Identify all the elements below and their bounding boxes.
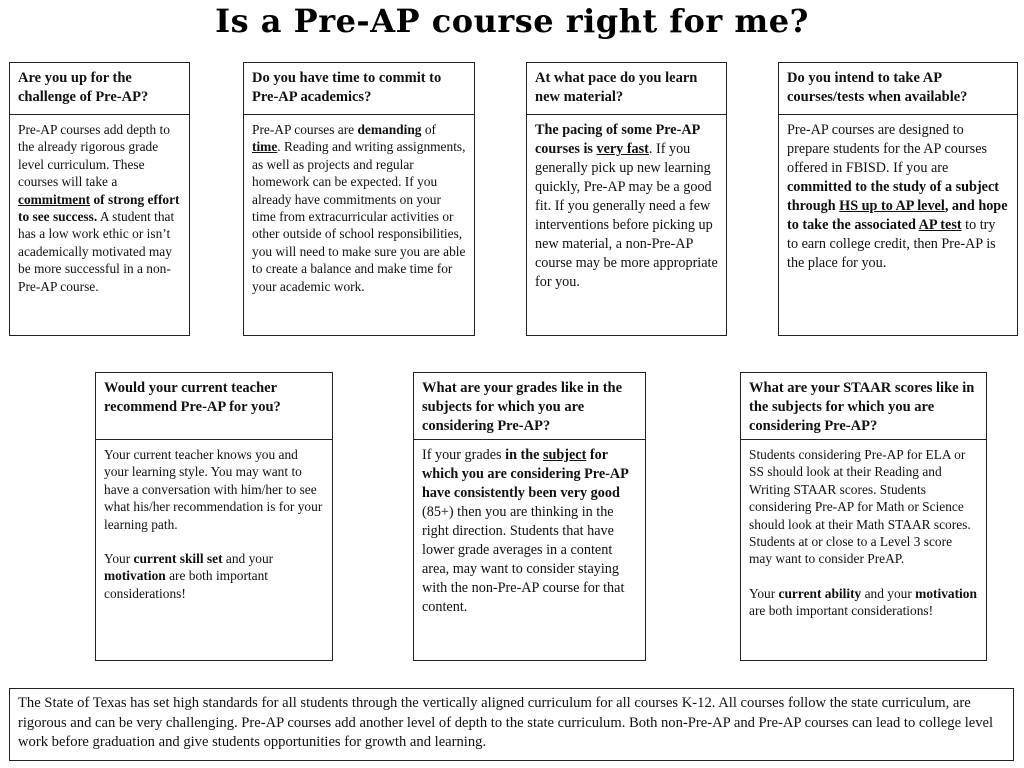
footer-note: The State of Texas has set high standards for all students through the vertically aligned curriculum for all courses K-12. All courses follow the state curriculum, are rigorous and can be very challenging. Pre-AP courses add another level of depth to the state curriculum. Both non-Pre-AP and Pre-AP courses can lead to college level work before graduation and give students opportunities for growth and learning. (9, 688, 1014, 761)
card-heading: At what pace do you learn new material? (527, 63, 726, 115)
card-heading: Are you up for the challenge of Pre-AP? (10, 63, 189, 115)
card-body: If your grades in the subject for which you are considering Pre-AP have consistently been very good (85+) then you are thinking in the right direction. Students that have lower grade averages in a content area, may want to consider staying with the non-Pre-AP course for that content. (422, 447, 628, 615)
card-ap-intent (778, 62, 1018, 336)
card-pace (526, 62, 727, 336)
page-title: Is a Pre-AP course right for me? (215, 2, 809, 40)
card-heading: Would your current teacher recommend Pre-AP for you? (96, 373, 332, 440)
card-body: Pre-AP courses add depth to the already rigorous grade level curriculum. These courses will take a commitment of strong effort to see success. A student that has a low work ethic or isn’t academically motivated may be more successful in a non-Pre-AP course. (18, 122, 180, 294)
card-heading: Do you have time to commit to Pre-AP academics? (244, 63, 474, 115)
card-staar (740, 372, 987, 661)
card-teacher (95, 372, 333, 661)
card-body: Students considering Pre-AP for ELA or SS should look at their Reading and Writing STAAR scores. Students considering Pre-AP for Math or Science should look at their Math STAAR scores. Students at or close to a Level 3 score may want to consider PreAP. Your current ability and your motivation are both important considerations! (749, 447, 977, 619)
card-body: The pacing of some Pre-AP courses is very fast. If you generally pick up new learning quickly, Pre-AP may be a good fit. If you generally need a few interventions before picking up new material, a non-Pre-AP course may be more appropriate for you. (535, 122, 718, 290)
card-grades (413, 372, 646, 661)
card-body: Pre-AP courses are demanding of time. Reading and writing assignments, as well as projects and regular homework can be expected. If you already have commitments on your time from extracurricular activities or other outside of school responsibilities, you will need to make sure you are able to create a balance and make time for your academic work. (252, 122, 466, 294)
card-time (243, 62, 475, 336)
card-body: Pre-AP courses are designed to prepare students for the AP courses offered in FBISD. If you are committed to the study of a subject through HS up to AP level, and hope to take the associated AP test to try to earn college credit, then Pre-AP is the place for you. (787, 122, 1008, 271)
card-challenge (9, 62, 190, 336)
card-heading: What are your grades like in the subjects for which you are considering Pre-AP? (414, 373, 645, 440)
card-heading: What are your STAAR scores like in the subjects for which you are considering Pre-AP? (741, 373, 986, 440)
card-body: Your current teacher knows you and your learning style. You may want to have a conversation with him/her to see what his/her recommendation is for your learning path. Your current skill set and your motivation are both important considerations! (104, 447, 323, 601)
card-heading: Do you intend to take AP courses/tests when available? (779, 63, 1017, 115)
